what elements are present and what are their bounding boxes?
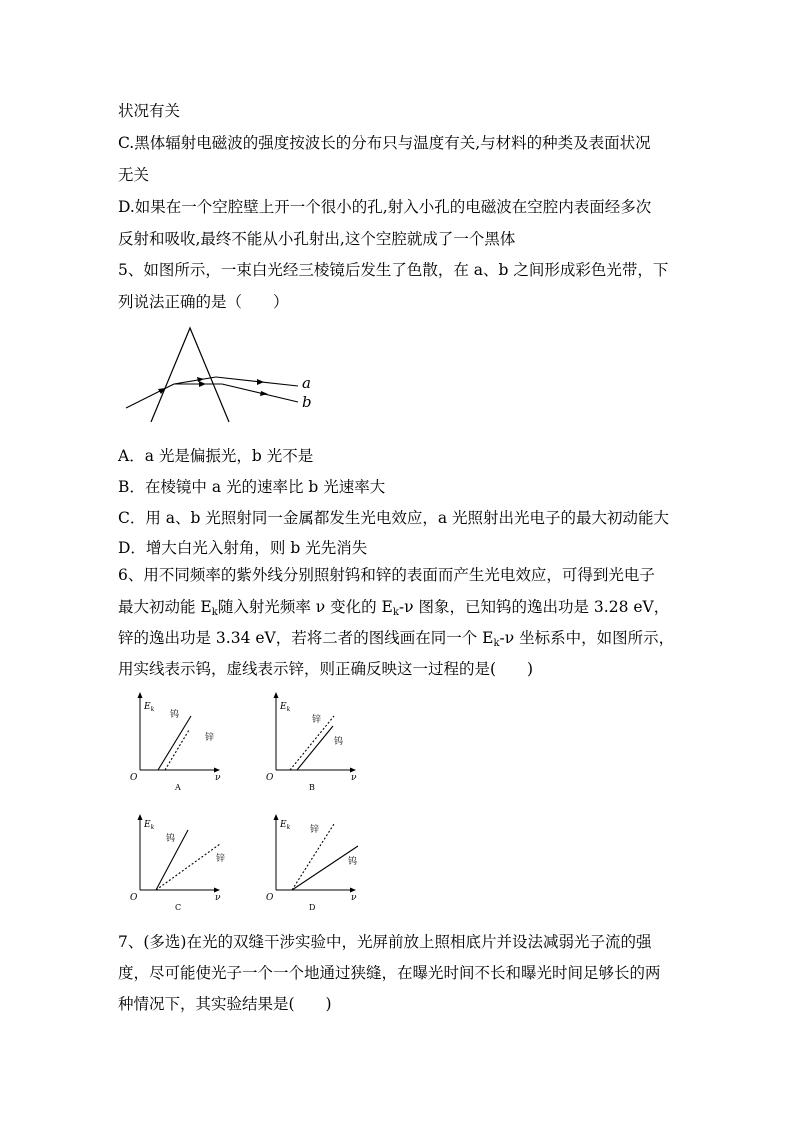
svg-text:锌: 锌	[312, 715, 322, 725]
question-6-stem: 最大初动能 $E_k$随入射光频率 ν 变化的 $E_k-\nu$ 图象，已知钨的逸出功是 3.28 eV，	[118, 598, 670, 618]
svg-text:Ek: $E_k$	[144, 820, 155, 831]
svg-text:ν: ν	[215, 773, 221, 783]
svg-text:Ek: $E_k$	[280, 820, 291, 831]
question-6-stem: 6、用不同频率的紫外线分别照射钨和锌的表面而产生光电效应，可得到光电子	[118, 566, 655, 584]
question-6-stem: 锌的逸出功是 3.34 eV，若将二者的图线画在同一个 $E_k-\nu$ 坐标系中，如图所示，	[118, 629, 675, 649]
svg-text:Ek: $E_k$	[280, 702, 291, 713]
zinc-line	[165, 730, 189, 770]
prism-outline	[151, 328, 229, 422]
question-7-stem: 7、(多选)在光的双缝干涉实验中，光屏前放上照相底片并设法减弱光子流的强	[118, 933, 652, 951]
graph-C	[118, 810, 248, 920]
arrow-icon	[260, 391, 268, 396]
svg-text:锌: 锌	[216, 854, 226, 864]
tungsten-line	[158, 716, 191, 770]
arrow-icon	[274, 692, 279, 698]
graph-A	[118, 686, 248, 796]
text-line: 反射和吸收,最终不能从小孔射出,这个空腔就成了一个黑体	[118, 230, 516, 248]
svg-text:D: D	[309, 903, 316, 912]
arrow-icon	[257, 379, 264, 385]
emergent-ray-b	[222, 384, 298, 402]
arrow-icon	[274, 814, 279, 820]
arrow-icon	[138, 814, 143, 820]
question-5-stem: 列说法正确的是（ ）	[118, 293, 289, 311]
tungsten-line	[292, 846, 358, 890]
svg-text:ν: ν	[351, 893, 357, 903]
text-line: C.黑体辐射电磁波的强度按波长的分布只与温度有关,与材料的种类及表面状况	[118, 134, 651, 152]
tungsten-line	[297, 726, 333, 770]
arrow-icon	[350, 768, 356, 773]
svg-text:ν: ν	[215, 893, 221, 903]
svg-text:钨: 钨	[170, 710, 180, 720]
refracted-ray-a	[174, 377, 216, 384]
option-D: D．增大白光入射角，则 b 光先消失	[118, 539, 368, 557]
svg-text:O: O	[266, 773, 274, 783]
question-7-stem: 种情况下，其实验结果是( )	[118, 995, 332, 1013]
option-A: A．a 光是偏振光，b 光不是	[118, 447, 314, 465]
arrow-icon	[214, 888, 220, 893]
svg-text:O: O	[266, 893, 274, 903]
question-5-stem: 5、如图所示，一束白光经三棱镜后发生了色散，在 a、b 之间形成彩色光带，下	[118, 261, 669, 279]
prism-figure	[118, 322, 318, 432]
svg-text:ν: ν	[351, 773, 357, 783]
option-C: C．用 a、b 光照射同一金属都发生光电效应，a 光照射出光电子的最大初动能大	[118, 509, 670, 527]
svg-text:钨: 钨	[334, 737, 344, 747]
arrow-icon	[197, 377, 204, 382]
graph-B	[254, 686, 384, 796]
text-line: D.如果在一个空腔壁上开一个很小的孔,射入小孔的电磁波在空腔内表面经多次	[118, 198, 652, 216]
text-line: 状况有关	[118, 102, 181, 120]
arrow-icon	[214, 768, 220, 773]
ray-label-a: a	[302, 374, 311, 392]
svg-text:O: O	[130, 773, 138, 783]
question-7-stem: 度，尽可能使光子一个一个地通过狭缝，在曝光时间不长和曝光时间足够长的两	[118, 964, 661, 982]
arrow-icon	[199, 381, 206, 387]
graph-D	[254, 810, 384, 920]
svg-text:Ek: $E_k$	[144, 702, 155, 713]
option-B: B．在棱镜中 a 光的速率比 b 光速率大	[118, 478, 386, 496]
svg-text:钨: 钨	[166, 834, 176, 844]
ray-label-b: b	[302, 393, 312, 411]
svg-text:钨: 钨	[348, 857, 358, 867]
zinc-line	[156, 844, 220, 890]
svg-text:B: B	[309, 783, 315, 792]
svg-text:O: O	[130, 893, 138, 903]
svg-text:A: A	[175, 783, 181, 792]
incident-ray	[126, 384, 174, 408]
text-line: 无关	[118, 166, 150, 184]
question-6-stem: 用实线表示钨，虚线表示锌，则正确反映这一过程的是( )	[118, 660, 534, 678]
svg-text:锌: 锌	[310, 825, 320, 835]
arrow-icon	[350, 888, 356, 893]
arrow-icon	[138, 692, 143, 698]
svg-text:锌: 锌	[205, 733, 215, 743]
svg-text:C: C	[175, 903, 182, 912]
